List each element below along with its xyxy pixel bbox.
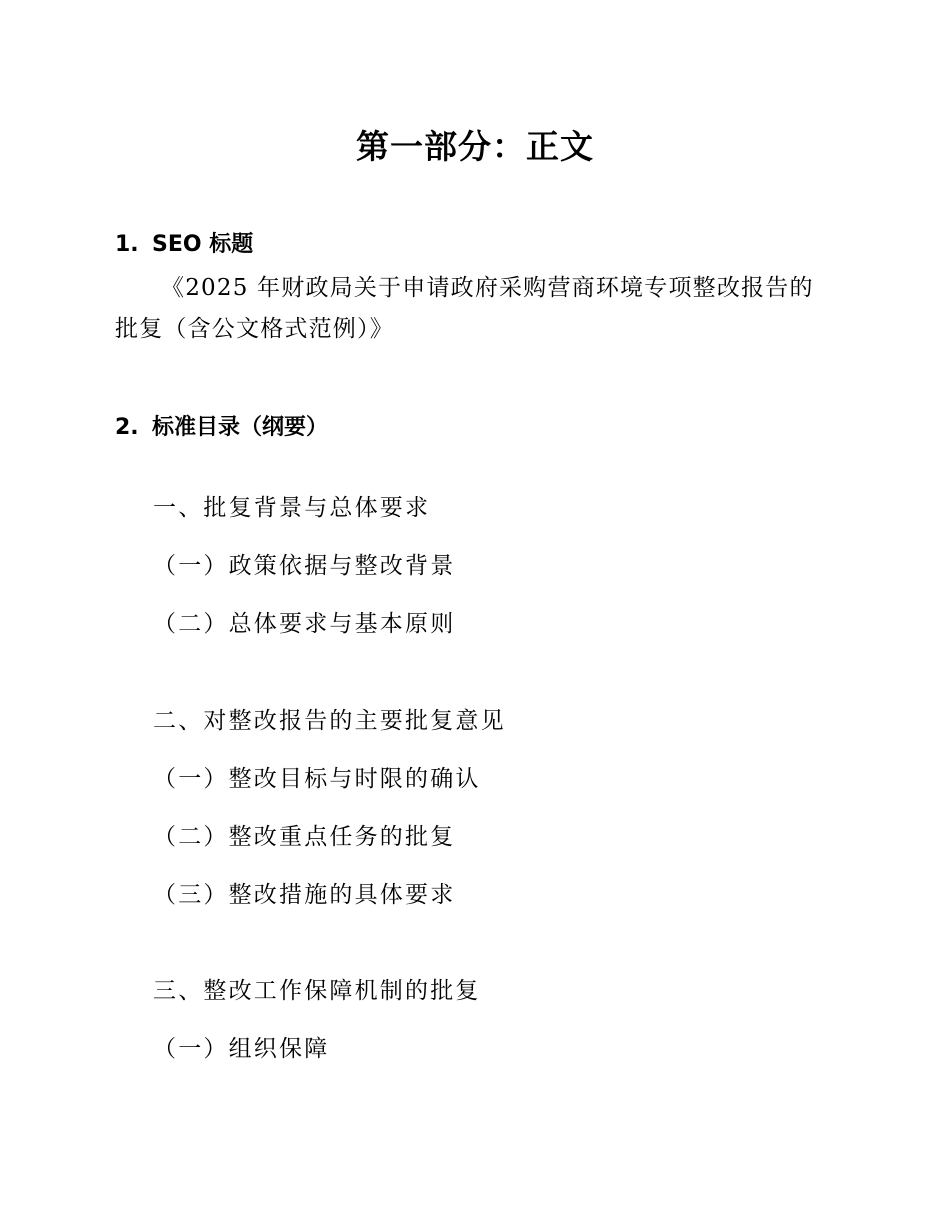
seo-title-text: 《2025 年财政局关于申请政府采购营商环境专项整改报告的批复（含公文格式范例）》 bbox=[115, 275, 814, 342]
toc-chapter-2: 二、对整改报告的主要批复意见 bbox=[153, 708, 506, 734]
section-heading-toc bbox=[115, 413, 328, 443]
section-heading-seo bbox=[115, 230, 253, 260]
toc-item: （二）整改重点任务的批复 bbox=[153, 824, 456, 850]
toc-chapter-1: 一、批复背景与总体要求 bbox=[153, 495, 431, 521]
toc-item: （三）整改措施的具体要求 bbox=[153, 882, 456, 908]
toc-item: （一）组织保障 bbox=[153, 1036, 330, 1062]
toc-item: （二）总体要求与基本原则 bbox=[153, 611, 456, 637]
section-title: 标准目录（纲要） bbox=[152, 415, 329, 440]
toc-chapter-3: 三、整改工作保障机制的批复 bbox=[153, 978, 481, 1004]
page-title: 第一部分：正文 bbox=[356, 127, 594, 166]
toc-item: （一）整改目标与时限的确认 bbox=[153, 766, 481, 792]
toc-item: （一）政策依据与整改背景 bbox=[153, 553, 456, 579]
section-number: 1. bbox=[115, 232, 139, 257]
section-title: SEO 标题 bbox=[152, 232, 254, 257]
section-number: 2. bbox=[115, 415, 139, 440]
